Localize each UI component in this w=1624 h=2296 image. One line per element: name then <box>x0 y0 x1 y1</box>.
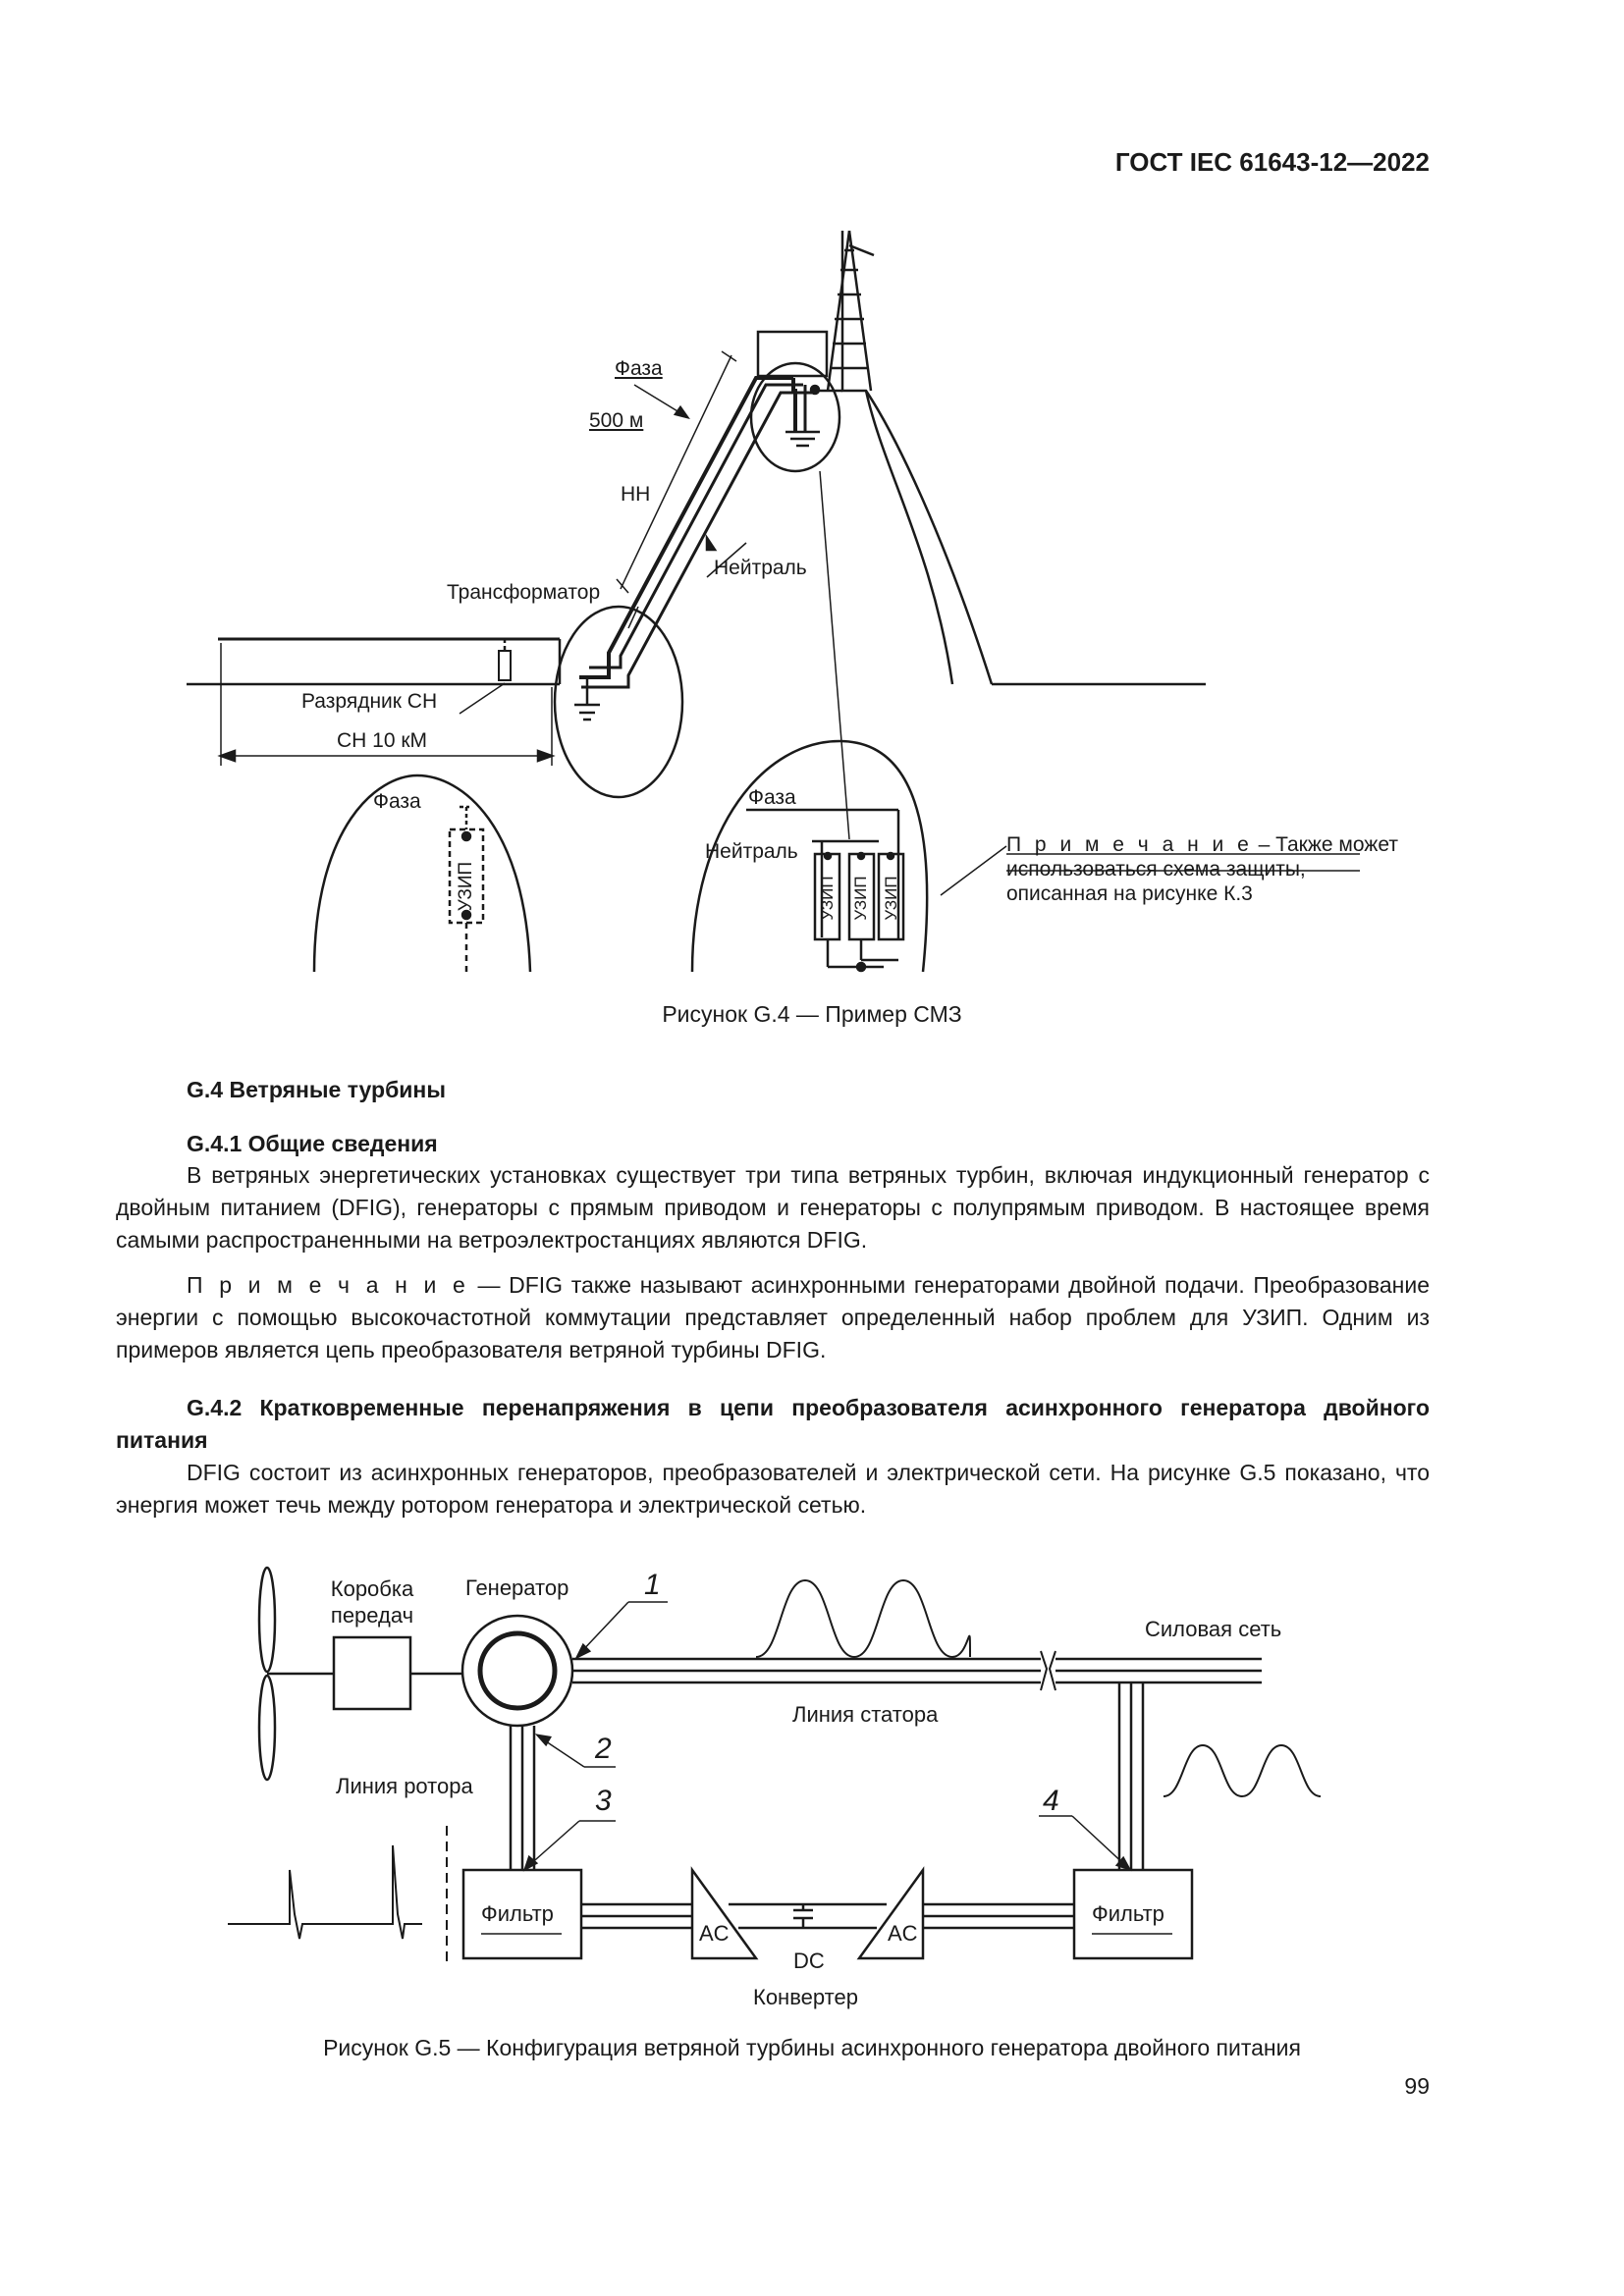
section-g41-text: В ветряных энергетических установках существует три типа ветряных турбин, включая индукционный генератор с двойным питанием (DFIG), генераторы с прямым приводом и генераторы с полупрямым приводом. В настоящее время самыми распространенными на ветроэлектростанциях являются DFIG. <box>116 1162 1430 1253</box>
label-detail-neutral: Нейтраль <box>705 840 798 863</box>
mv-arrester <box>499 651 511 680</box>
label-phase: Фаза <box>615 357 663 380</box>
label-generator: Генератор <box>465 1575 569 1600</box>
section-note-text: — DFIG также называют асинхронными генераторами двойной подачи. Преобразование энергии с помощью высокочастотной коммутации представляет определенный набор проблем для УЗИП. Одним из примеров является цепь преобразователя ветряной турбины DFIG. <box>116 1272 1430 1362</box>
label-converter: Конвертер <box>753 1985 858 2009</box>
generator-inner <box>480 1633 555 1708</box>
label-mv-distance: СН 10 кМ <box>337 729 428 752</box>
house <box>758 332 827 376</box>
label-grid: Силовая сеть <box>1145 1617 1282 1641</box>
note-line2: использоваться схема защиты, <box>1006 858 1306 881</box>
house-circle <box>751 363 839 471</box>
blade-lower <box>259 1676 275 1780</box>
mountain-left-slope <box>842 231 992 684</box>
section-g41-note <box>116 1269 1430 1366</box>
label-stator-line: Линия статора <box>792 1702 939 1727</box>
document-header: ГОСТ IEC 61643-12—2022 <box>1114 147 1430 177</box>
section-note-label: П р и м е ч а н и е <box>187 1272 469 1298</box>
note-line1: – Также может <box>1252 833 1398 856</box>
label-neutral: Нейтраль <box>714 557 807 579</box>
marker-3: 3 <box>595 1785 612 1817</box>
detail-left-ellipse <box>314 775 530 972</box>
label-detail-phase-right: Фаза <box>748 786 796 809</box>
label-gearbox-l1: Коробка <box>330 1576 414 1601</box>
section-g41-title: G.4.1 Общие сведения <box>187 1131 438 1156</box>
note-label: П р и м е ч а н и е <box>1006 833 1253 856</box>
label-ac-left: AC <box>699 1921 730 1946</box>
blade-upper <box>259 1568 275 1672</box>
label-gearbox-l2: передач <box>330 1603 414 1628</box>
marker-2: 2 <box>595 1733 612 1765</box>
label-filter-right: Фильтр <box>1092 1901 1164 1926</box>
marker-4: 4 <box>1043 1785 1059 1817</box>
mountain-inner <box>866 391 952 684</box>
label-spd-3: УЗИП <box>882 876 900 921</box>
label-dc: DC <box>793 1949 825 1973</box>
label-ac-right: AC <box>888 1921 918 1946</box>
marker-1: 1 <box>644 1569 661 1601</box>
label-rotor-line: Линия ротора <box>336 1774 473 1798</box>
page-number: 99 <box>1404 2073 1430 2099</box>
label-detail-phase-left: Фаза <box>373 790 421 813</box>
label-filter-left: Фильтр <box>481 1901 554 1926</box>
label-lv: НН <box>621 483 651 506</box>
section-g4-title: G.4 Ветряные турбины <box>187 1077 446 1102</box>
section-g42-title: G.4.2 Кратковременные перенапряжения в цепи преобразователя асинхронного генератора двойного питания <box>116 1395 1430 1453</box>
tower-left <box>828 231 849 391</box>
label-transformer: Трансформатор <box>447 581 601 604</box>
label-mv-arrester: Разрядник СН <box>301 690 438 713</box>
transformer-circle <box>555 607 682 797</box>
label-gearbox <box>327 1575 417 1629</box>
figure-g4-caption: Рисунок G.4 — Пример СМЗ <box>662 1001 962 1027</box>
note-line3: описанная на рисунке К.3 <box>1006 882 1253 905</box>
gearbox-box <box>334 1637 410 1709</box>
section-g42-text: DFIG состоит из асинхронных генераторов, преобразователей и электрической сети. На рисунке G.5 показано, что энергия может течь между ротором генератора и электрической сетью. <box>116 1460 1430 1518</box>
label-spd-1: УЗИП <box>818 876 837 921</box>
label-spd-left: УЗИП <box>456 861 476 912</box>
tower-right <box>849 231 871 391</box>
label-500m: 500 м <box>589 409 644 432</box>
generator-outer <box>462 1616 572 1726</box>
figure-g5-caption: Рисунок G.5 — Конфигурация ветряной турбины асинхронного генератора двойного питания <box>323 2035 1301 2060</box>
label-spd-2: УЗИП <box>851 876 870 921</box>
figure-g4-note <box>1006 832 1398 906</box>
